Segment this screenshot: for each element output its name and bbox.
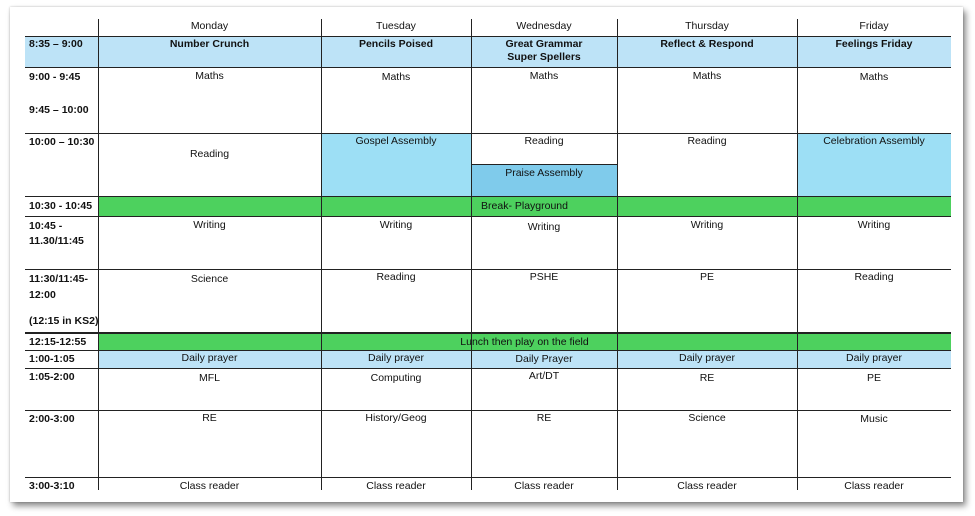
theme-wednesday-line1: Great Grammar [505, 38, 583, 50]
grid-line [25, 196, 951, 197]
lesson-cell: RE [202, 412, 217, 424]
lesson-cell: Praise Assembly [505, 167, 583, 179]
lesson-cell: Maths [859, 71, 889, 83]
time-label: (12:15 in KS2) [29, 315, 99, 327]
lesson-cell: Daily Prayer [515, 353, 573, 365]
grid-line [25, 36, 951, 37]
lunch-label: Lunch then play on the field [460, 336, 589, 348]
day-header-wednesday: Wednesday [516, 20, 572, 32]
lesson-cell: Reading [687, 135, 727, 147]
break-label: Break- Playground [481, 200, 568, 212]
time-label: 10:00 – 10:30 [29, 136, 95, 148]
grid-line [25, 410, 951, 411]
grid-line [25, 332, 951, 334]
lesson-cell: MFL [199, 372, 220, 384]
lesson-cell: Class reader [366, 480, 426, 492]
lesson-cell: Maths [381, 71, 411, 83]
time-label: 12:00 [29, 289, 56, 301]
day-header-monday: Monday [190, 20, 229, 32]
lesson-cell: Art/DT [528, 370, 560, 382]
lesson-cell: RE [536, 412, 552, 424]
day-header-friday: Friday [859, 20, 889, 32]
grid-line [25, 350, 951, 351]
lesson-cell: Writing [527, 221, 561, 233]
lesson-cell: Writing [857, 219, 891, 231]
lesson-cell: Writing [193, 219, 226, 231]
grid-line [25, 133, 951, 134]
time-label: 11:30/11:45- [29, 273, 88, 285]
lesson-cell: Class reader [844, 480, 904, 492]
lesson-cell: Daily prayer [845, 352, 903, 364]
grid-line [25, 269, 951, 270]
grid-line [471, 164, 617, 165]
time-label: 12:15-12:55 [29, 336, 87, 348]
lesson-cell: Maths [529, 70, 559, 82]
lesson-cell: Celebration Assembly [823, 135, 925, 147]
lesson-cell: Daily prayer [678, 352, 736, 364]
theme-wednesday-line2: Super Spellers [507, 51, 581, 63]
time-label: 3:00-3:10 [29, 480, 75, 492]
lesson-cell: Writing [690, 219, 724, 231]
lesson-cell: RE [699, 372, 715, 384]
lesson-cell: History/Geog [365, 412, 427, 424]
lesson-cell: Maths [195, 70, 224, 82]
grid-line [25, 477, 951, 478]
time-label: 9:00 - 9:45 [29, 71, 81, 83]
grid-line [25, 216, 951, 217]
time-label: 1:05-2:00 [29, 371, 75, 383]
grid-line [25, 368, 951, 369]
grid-line [25, 67, 951, 68]
theme-thursday: Reflect & Respond [660, 38, 754, 50]
time-label: 8:35 – 9:00 [29, 38, 83, 50]
lesson-cell: Class reader [514, 480, 574, 492]
day-header-tuesday: Tuesday [376, 20, 416, 32]
lesson-cell: Computing [370, 372, 422, 384]
lesson-cell: Maths [692, 70, 722, 82]
lesson-cell: Reading [376, 271, 416, 283]
theme-tuesday: Pencils Poised [358, 38, 434, 50]
lesson-cell: PE [866, 372, 881, 384]
lesson-cell: Science [688, 412, 726, 424]
lesson-cell: Daily prayer [181, 352, 238, 364]
lesson-cell: Daily prayer [367, 352, 425, 364]
timetable [10, 7, 963, 502]
time-label: 9:45 – 10:00 [29, 104, 89, 116]
lesson-cell: Reading [524, 135, 564, 147]
time-label: 1:00-1:05 [29, 353, 75, 365]
lesson-cell: Class reader [179, 480, 240, 492]
time-label: 10:45 - [29, 220, 63, 232]
theme-friday: Feelings Friday [835, 38, 913, 50]
time-label: 10:30 - 10:45 [29, 200, 93, 212]
lesson-cell: Music [860, 413, 888, 425]
lesson-cell: Writing [379, 219, 413, 231]
lesson-cell: Class reader [677, 480, 737, 492]
day-header-thursday: Thursday [685, 20, 729, 32]
lesson-cell: Gospel Assembly [355, 135, 437, 147]
lesson-cell: Science [190, 273, 229, 285]
lesson-cell: PE [699, 271, 714, 283]
lesson-cell: Reading [854, 271, 894, 283]
theme-monday: Number Crunch [169, 38, 250, 50]
lesson-cell: Reading [189, 148, 230, 160]
time-label: 2:00-3:00 [29, 413, 75, 425]
time-label: 11.30/11:45 [29, 235, 84, 247]
lesson-cell: PSHE [529, 271, 559, 283]
